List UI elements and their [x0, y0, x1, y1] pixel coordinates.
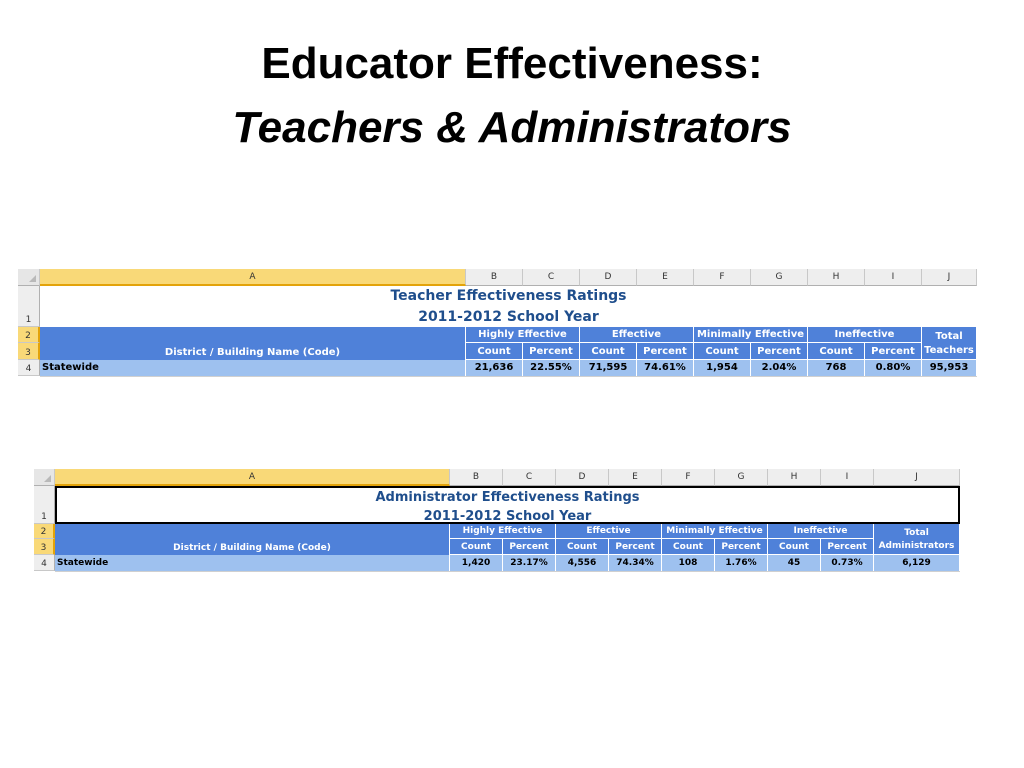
column-header-g[interactable]: G — [715, 469, 768, 486]
total-label-type: Teachers — [924, 345, 974, 356]
statewide-value-cell[interactable]: 2.04% — [751, 360, 808, 376]
column-header-d[interactable]: D — [556, 469, 609, 486]
group-header-ineffective[interactable]: Ineffective — [768, 524, 874, 539]
statewide-name-cell[interactable]: Statewide — [55, 555, 450, 571]
column-header-i[interactable]: I — [821, 469, 874, 486]
teacher-spreadsheet — [18, 269, 979, 379]
row-header-1[interactable]: 1 — [18, 286, 40, 327]
statewide-value-cell[interactable]: 74.34% — [609, 555, 662, 571]
statewide-value-cell[interactable]: 1,954 — [694, 360, 751, 376]
column-header-e[interactable]: E — [609, 469, 662, 486]
table-school-year: 2011-2012 School Year — [418, 308, 599, 325]
select-all-corner[interactable] — [34, 469, 55, 486]
subheader-count[interactable]: Count — [466, 343, 523, 360]
column-header-e[interactable]: E — [637, 269, 694, 286]
statewide-value-cell[interactable]: 0.73% — [821, 555, 874, 571]
group-header-ineffective[interactable]: Ineffective — [808, 327, 922, 343]
table-title: Administrator Effectiveness Ratings — [375, 490, 640, 505]
district-building-header[interactable]: District / Building Name (Code) — [55, 524, 450, 555]
administrator-spreadsheet — [34, 469, 963, 574]
row-header-2[interactable]: 2 — [34, 524, 55, 539]
subheader-percent[interactable]: Percent — [503, 539, 556, 555]
statewide-value-cell[interactable]: 23.17% — [503, 555, 556, 571]
column-header-b[interactable]: B — [466, 269, 523, 286]
subheader-percent[interactable]: Percent — [821, 539, 874, 555]
subheader-percent[interactable]: Percent — [865, 343, 922, 360]
statewide-value-cell[interactable]: 1,420 — [450, 555, 503, 571]
statewide-value-cell[interactable]: 74.61% — [637, 360, 694, 376]
bottom-gridline — [40, 376, 977, 377]
total-label: Total — [935, 331, 963, 342]
row-header-1[interactable]: 1 — [34, 486, 55, 524]
statewide-value-cell[interactable]: 108 — [662, 555, 715, 571]
subheader-percent[interactable]: Percent — [523, 343, 580, 360]
statewide-value-cell[interactable]: 0.80% — [865, 360, 922, 376]
column-header-c[interactable]: C — [523, 269, 580, 286]
column-header-h[interactable]: H — [808, 269, 865, 286]
slide-subtitle: Teachers & Administrators — [232, 103, 792, 152]
statewide-name-cell[interactable]: Statewide — [40, 360, 466, 376]
select-all-corner[interactable] — [18, 269, 40, 286]
statewide-value-cell[interactable]: 4,556 — [556, 555, 609, 571]
subheader-percent[interactable]: Percent — [751, 343, 808, 360]
table-school-year: 2011-2012 School Year — [423, 509, 592, 524]
row-header-2[interactable]: 2 — [18, 327, 40, 343]
group-header-effective[interactable]: Effective — [556, 524, 662, 539]
subheader-percent[interactable]: Percent — [715, 539, 768, 555]
subheader-count[interactable]: Count — [580, 343, 637, 360]
total-header[interactable] — [874, 524, 960, 555]
column-header-f[interactable]: F — [662, 469, 715, 486]
row-header-4[interactable]: 4 — [34, 555, 55, 571]
subheader-count[interactable]: Count — [450, 539, 503, 555]
column-header-j[interactable]: J — [874, 469, 960, 486]
total-label-type: Administrators — [878, 541, 955, 551]
subheader-count[interactable]: Count — [662, 539, 715, 555]
column-header-j[interactable]: J — [922, 269, 977, 286]
column-header-g[interactable]: G — [751, 269, 808, 286]
group-header-minimally-effective[interactable]: Minimally Effective — [694, 327, 808, 343]
column-header-a[interactable]: A — [55, 469, 450, 486]
column-header-h[interactable]: H — [768, 469, 821, 486]
subheader-count[interactable]: Count — [808, 343, 865, 360]
subheader-count[interactable]: Count — [556, 539, 609, 555]
table-title-cell[interactable] — [40, 286, 977, 327]
statewide-value-cell[interactable]: 95,953 — [922, 360, 977, 376]
statewide-value-cell[interactable]: 768 — [808, 360, 865, 376]
slide-title: Educator Effectiveness: — [261, 39, 763, 88]
statewide-value-cell[interactable]: 1.76% — [715, 555, 768, 571]
bottom-gridline — [55, 571, 960, 572]
column-header-a[interactable]: A — [40, 269, 466, 286]
row-header-3[interactable]: 3 — [34, 539, 55, 555]
column-header-i[interactable]: I — [865, 269, 922, 286]
column-header-d[interactable]: D — [580, 269, 637, 286]
group-header-effective[interactable]: Effective — [580, 327, 694, 343]
table-title-cell[interactable] — [55, 486, 960, 524]
subheader-count[interactable]: Count — [694, 343, 751, 360]
column-header-f[interactable]: F — [694, 269, 751, 286]
subheader-percent[interactable]: Percent — [609, 539, 662, 555]
table-title: Teacher Effectiveness Ratings — [390, 288, 627, 304]
statewide-value-cell[interactable]: 21,636 — [466, 360, 523, 376]
statewide-value-cell[interactable]: 45 — [768, 555, 821, 571]
statewide-value-cell[interactable]: 6,129 — [874, 555, 960, 571]
group-header-minimally-effective[interactable]: Minimally Effective — [662, 524, 768, 539]
column-header-c[interactable]: C — [503, 469, 556, 486]
subheader-percent[interactable]: Percent — [637, 343, 694, 360]
group-header-highly-effective[interactable]: Highly Effective — [450, 524, 556, 539]
column-header-b[interactable]: B — [450, 469, 503, 486]
subheader-count[interactable]: Count — [768, 539, 821, 555]
statewide-value-cell[interactable]: 22.55% — [523, 360, 580, 376]
group-header-highly-effective[interactable]: Highly Effective — [466, 327, 580, 343]
total-header[interactable] — [922, 327, 977, 360]
total-label: Total — [904, 528, 929, 538]
row-header-4[interactable]: 4 — [18, 360, 40, 376]
statewide-value-cell[interactable]: 71,595 — [580, 360, 637, 376]
district-building-header[interactable]: District / Building Name (Code) — [40, 327, 466, 360]
row-header-3[interactable]: 3 — [18, 343, 40, 360]
